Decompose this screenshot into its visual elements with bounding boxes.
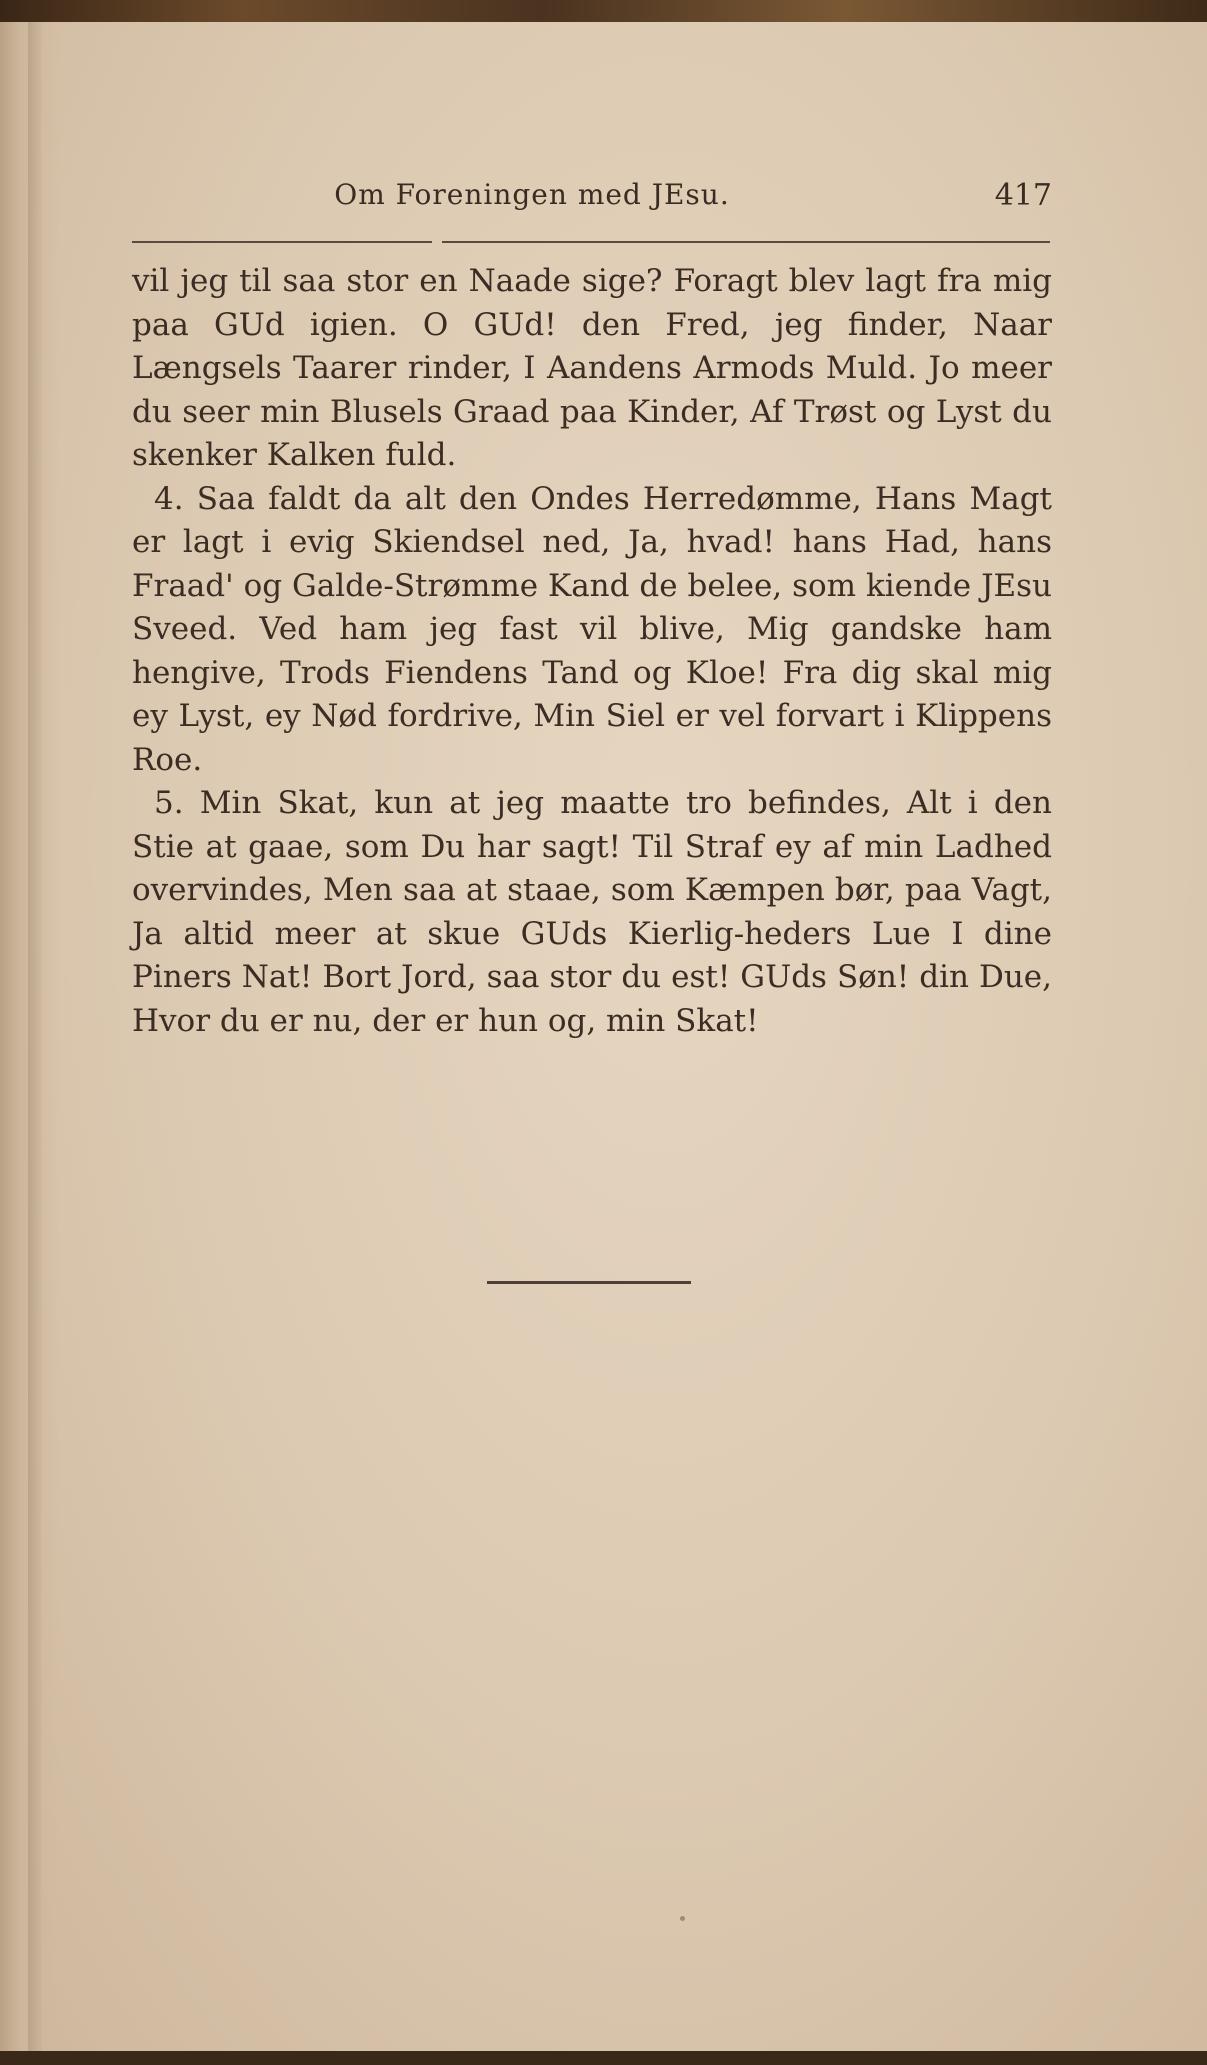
running-title: Om Foreningen med JEsu. bbox=[334, 178, 730, 211]
page-number: 417 bbox=[994, 178, 1052, 213]
page-header bbox=[132, 160, 1052, 220]
body-text bbox=[132, 260, 1052, 1043]
header-rule-right bbox=[442, 241, 1050, 243]
header-rule-left bbox=[132, 241, 432, 243]
end-rule bbox=[487, 1281, 691, 1284]
paragraph-verse-4: 4. Saa faldt da alt den Ondes Herredømme, Hans Magt er lagt i evig Skiendsel ned, Ja, hvad! hans Had, hans Fraad' og Galde-Strømme Kand de belee, som kiende JEsu Sveed. Ved ham jeg fast vil blive, Mig gandske ham hengive, Trods Fiendens Tand og Kloe! Fra dig skal mig ey Lyst, ey Nød fordrive, Min Siel er vel forvart i Klippens Roe. bbox=[132, 480, 1052, 778]
paragraph-verse-5: 5. Min Skat, kun at jeg maatte tro befindes, Alt i den Stie at gaae, som Du har sagt! Til Straf ey af min Ladhed overvindes, Men saa at staae, som Kæmpen bør, paa Vagt, Ja altid meer at skue GUds Kierlig-heders Lue I dine Piners Nat! Bort Jord, saa stor du est! GUds Søn! din Due, Hvor du er nu, der er hun og, min Skat! bbox=[132, 785, 1052, 1039]
paragraph-continuation: vil jeg til saa stor en Naade sige? Foragt blev lagt fra mig paa GUd igien. O GUd! den Fred, jeg finder, Naar Længsels Taarer rinder, I Aandens Armods Muld. Jo meer du seer min Blusels Graad paa Kinder, Af Trøst og Lyst du skenker Kalken fuld. bbox=[132, 263, 1052, 473]
spine-line bbox=[28, 22, 42, 2052]
paper-speck bbox=[680, 1916, 685, 1921]
book-bottom-edge bbox=[0, 2051, 1207, 2065]
